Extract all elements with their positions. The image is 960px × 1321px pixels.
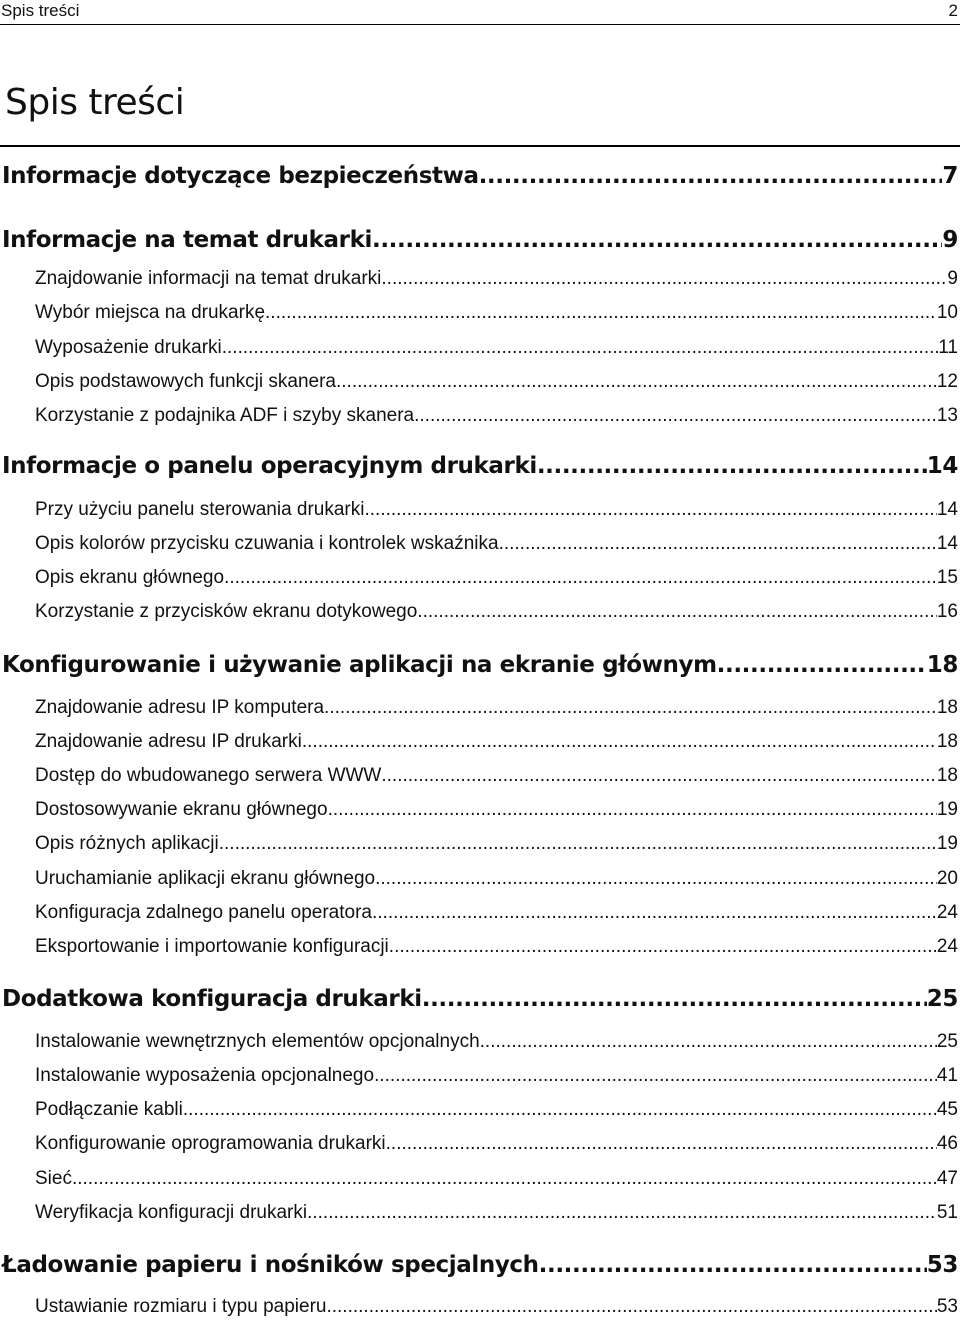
toc-entry-page: 9 — [942, 227, 958, 253]
toc-dot-leader — [324, 697, 937, 719]
toc-entry-title: Ładowanie papieru i nośników specjalnych — [2, 1252, 539, 1278]
toc-entry-title: Opis kolorów przycisku czuwania i kontrolek wskaźnika — [35, 533, 499, 554]
toc-entry-title: Informacje dotyczące bezpieczeństwa — [2, 163, 479, 189]
toc-dot-leader — [374, 1065, 937, 1087]
toc-dot-leader — [372, 902, 937, 924]
toc-entry-title: Wyposażenie drukarki — [35, 337, 222, 358]
toc-dot-leader — [336, 371, 937, 393]
toc-dot-leader — [219, 833, 937, 855]
toc-dot-leader — [414, 405, 937, 427]
toc-dot-leader — [375, 868, 937, 890]
toc-entry-page: 18 — [926, 652, 958, 678]
toc-entry-title: Znajdowanie adresu IP drukarki — [35, 731, 302, 752]
toc-chapter-entry[interactable] — [2, 652, 958, 682]
toc-dot-leader — [381, 765, 936, 787]
page-title: Spis treści — [5, 82, 185, 123]
toc-section-entry[interactable] — [35, 1099, 958, 1123]
title-divider — [0, 145, 960, 147]
toc-entry-title: Ustawianie rozmiaru i typu papieru — [35, 1296, 327, 1317]
toc-entry-title: Opis podstawowych funkcji skanera — [35, 371, 336, 392]
toc-dot-leader — [537, 453, 927, 479]
toc-section-entry[interactable] — [35, 936, 958, 960]
toc-section-entry[interactable] — [35, 697, 958, 721]
toc-entry-title: Dostosowywanie ekranu głównego — [35, 799, 328, 820]
toc-entry-page: 24 — [936, 936, 958, 957]
toc-dot-leader — [499, 533, 937, 555]
toc-entry-title: Instalowanie wyposażenia opcjonalnego — [35, 1065, 375, 1086]
toc-dot-leader — [422, 986, 927, 1012]
toc-entry-title: Opis różnych aplikacji — [35, 833, 219, 854]
toc-section-entry[interactable] — [35, 868, 958, 892]
toc-dot-leader — [183, 1099, 937, 1121]
toc-entry-page: 19 — [936, 833, 958, 854]
toc-entry-title: Sieć — [35, 1168, 72, 1189]
toc-entry-page: 24 — [936, 902, 958, 923]
toc-section-entry[interactable] — [35, 499, 958, 523]
toc-entry-title: Konfigurowanie oprogramowania drukarki — [35, 1133, 386, 1154]
toc-section-entry[interactable] — [35, 1202, 958, 1226]
toc-entry-page: 13 — [936, 405, 958, 426]
toc-entry-page: 18 — [936, 697, 958, 718]
toc-dot-leader — [372, 227, 942, 253]
toc-section-entry[interactable] — [35, 902, 958, 926]
toc-dot-leader — [302, 731, 937, 753]
toc-entry-page: 20 — [936, 868, 958, 889]
toc-section-entry[interactable] — [35, 731, 958, 755]
toc-entry-title: Informacje o panelu operacyjnym drukarki — [2, 453, 537, 479]
toc-entry-page: 14 — [936, 499, 958, 520]
toc-dot-leader — [386, 1133, 937, 1155]
toc-entry-title: Korzystanie z podajnika ADF i szyby skanera — [35, 405, 415, 426]
toc-entry-title: Znajdowanie informacji na temat drukarki — [35, 268, 382, 289]
toc-entry-page: 14 — [926, 453, 958, 479]
toc-chapter-entry[interactable] — [2, 453, 958, 483]
toc-section-entry[interactable] — [35, 268, 958, 292]
toc-dot-leader — [72, 1168, 937, 1190]
toc-section-entry[interactable] — [35, 1133, 958, 1157]
toc-entry-title: Wybór miejsca na drukarkę — [35, 302, 266, 323]
toc-section-entry[interactable] — [35, 533, 958, 557]
toc-entry-page: 18 — [936, 765, 958, 786]
toc-section-entry[interactable] — [35, 302, 958, 326]
toc-section-entry[interactable] — [35, 405, 958, 429]
toc-entry-title: Uruchamianie aplikacji ekranu głównego — [35, 868, 376, 889]
toc-entry-page: 12 — [936, 371, 958, 392]
toc-entry-page: 53 — [936, 1296, 958, 1317]
toc-entry-page: 51 — [936, 1202, 958, 1223]
running-header — [0, 0, 960, 25]
toc-entry-page: 41 — [936, 1065, 958, 1086]
toc-entry-page: 14 — [936, 533, 958, 554]
toc-section-entry[interactable] — [35, 833, 958, 857]
toc-dot-leader — [480, 1031, 937, 1053]
toc-entry-title: Podłączanie kabli — [35, 1099, 183, 1120]
toc-entry-title: Instalowanie wewnętrznych elementów opcjonalnych — [35, 1031, 480, 1052]
running-header-title: Spis treści — [1, 1, 80, 20]
toc-entry-title: Weryfikacja konfiguracji drukarki — [35, 1202, 308, 1223]
toc-section-entry[interactable] — [35, 799, 958, 823]
toc-entry-page: 46 — [936, 1133, 958, 1154]
toc-chapter-entry[interactable] — [2, 227, 958, 257]
toc-entry-page: 9 — [947, 268, 958, 289]
toc-dot-leader — [328, 799, 937, 821]
toc-section-entry[interactable] — [35, 337, 958, 361]
toc-entry-page: 18 — [936, 731, 958, 752]
toc-section-entry[interactable] — [35, 371, 958, 395]
toc-entry-title: Konfigurowanie i używanie aplikacji na ekranie głównym — [2, 652, 717, 678]
toc-entry-page: 53 — [926, 1252, 958, 1278]
toc-dot-leader — [265, 302, 937, 324]
toc-entry-title: Konfiguracja zdalnego panelu operatora — [35, 902, 372, 923]
toc-entry-page: 25 — [926, 986, 958, 1012]
toc-entry-page: 19 — [936, 799, 958, 820]
toc-entry-title: Informacje na temat drukarki — [2, 227, 372, 253]
toc-dot-leader — [389, 936, 937, 958]
toc-entry-title: Znajdowanie adresu IP komputera — [35, 697, 325, 718]
toc-entry-page: 11 — [938, 337, 958, 358]
toc-dot-leader — [479, 163, 943, 189]
toc-entry-title: Eksportowanie i importowanie konfiguracji — [35, 936, 389, 957]
toc-dot-leader — [365, 499, 937, 521]
toc-dot-leader — [224, 567, 937, 589]
toc-entry-title: Przy użyciu panelu sterowania drukarki — [35, 499, 365, 520]
toc-chapter-entry[interactable] — [2, 1252, 958, 1282]
toc-entry-title: Dostęp do wbudowanego serwera WWW — [35, 765, 382, 786]
toc-section-entry[interactable] — [35, 1296, 958, 1320]
toc-dot-leader — [417, 601, 937, 623]
toc-entry-page: 10 — [936, 302, 958, 323]
toc-dot-leader — [222, 337, 939, 359]
toc-entry-page: 47 — [936, 1168, 958, 1189]
toc-chapter-entry[interactable] — [2, 163, 958, 193]
toc-entry-page: 45 — [936, 1099, 958, 1120]
toc-entry-page: 7 — [942, 163, 958, 189]
toc-section-entry[interactable] — [35, 601, 958, 625]
toc-section-entry[interactable] — [35, 567, 958, 591]
toc-section-entry[interactable] — [35, 1065, 958, 1089]
toc-entry-page: 15 — [936, 567, 958, 588]
toc-entry-page: 25 — [936, 1031, 958, 1052]
toc-dot-leader — [307, 1202, 937, 1224]
toc-dot-leader — [381, 268, 947, 290]
toc-chapter-entry[interactable] — [2, 986, 958, 1016]
toc-entry-title: Opis ekranu głównego — [35, 567, 225, 588]
toc-entry-title: Dodatkowa konfiguracja drukarki — [2, 986, 422, 1012]
toc-dot-leader — [539, 1252, 927, 1278]
toc-dot-leader — [717, 652, 927, 678]
toc-section-entry[interactable] — [35, 765, 958, 789]
toc-section-entry[interactable] — [35, 1031, 958, 1055]
toc-entry-page: 16 — [936, 601, 958, 622]
toc-section-entry[interactable] — [35, 1168, 958, 1192]
toc-entry-title: Korzystanie z przycisków ekranu dotykowego — [35, 601, 418, 622]
toc-dot-leader — [326, 1296, 936, 1318]
running-header-page-number: 2 — [948, 1, 958, 20]
